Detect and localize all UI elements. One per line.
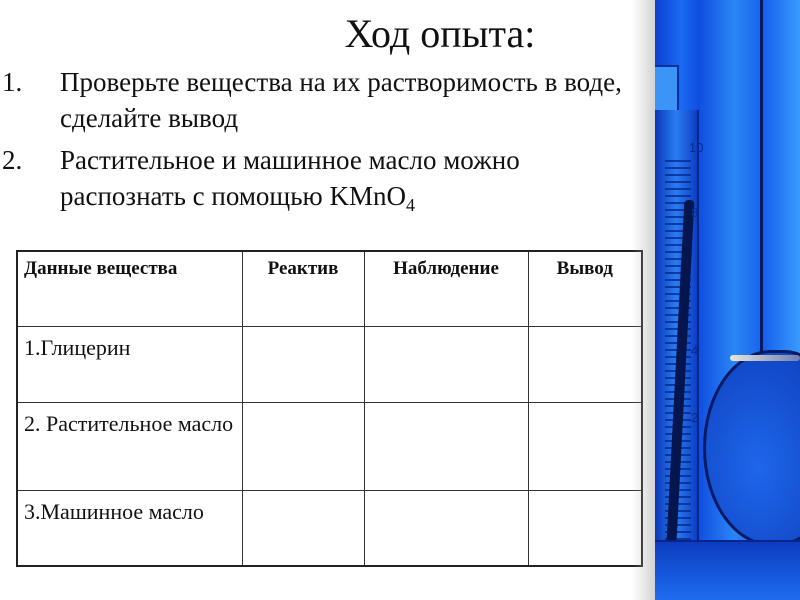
table-row <box>17 491 642 567</box>
header-substance: Данные вещества <box>17 251 242 327</box>
experiment-table <box>16 250 643 567</box>
flask-neck <box>760 0 783 360</box>
cell-reagent[interactable] <box>242 327 364 403</box>
step-text: Проверьте вещества на их растворимость в воде, сделайте вывод <box>60 67 622 133</box>
scale-number: 10 <box>689 140 704 155</box>
cell-conclusion[interactable] <box>528 327 642 403</box>
cell-observation[interactable] <box>364 491 528 567</box>
reflection <box>655 540 800 600</box>
table-header-row <box>17 251 642 327</box>
step-item <box>0 64 650 136</box>
cell-substance: 3.Машинное масло <box>17 491 242 567</box>
cell-reagent[interactable] <box>242 403 364 491</box>
cell-conclusion[interactable] <box>528 403 642 491</box>
subscript: 4 <box>405 195 415 215</box>
scale-number: 8 <box>691 205 699 220</box>
scale-number: 2 <box>691 410 699 425</box>
cell-substance: 1.Глицерин <box>17 327 242 403</box>
header-observation: Наблюдение <box>364 251 528 327</box>
step-number: 1. <box>2 67 23 97</box>
cell-reagent[interactable] <box>242 491 364 567</box>
step-item <box>0 142 650 223</box>
cell-observation[interactable] <box>364 327 528 403</box>
step-number: 2. <box>2 145 23 175</box>
table-row <box>17 403 642 491</box>
cell-observation[interactable] <box>364 403 528 491</box>
cell-conclusion[interactable] <box>528 491 642 567</box>
header-reagent: Реактив <box>242 251 364 327</box>
table-row <box>17 327 642 403</box>
cell-substance: 2. Растительное масло <box>17 403 242 491</box>
image-shadow <box>632 0 656 600</box>
lab-glassware-image <box>655 0 800 600</box>
header-conclusion: Вывод <box>528 251 642 327</box>
scale-number: 4 <box>691 343 699 358</box>
flask-rim <box>730 355 800 361</box>
step-text: Растительное и машинное масло можно распознать с помощью KMnO <box>60 145 520 211</box>
flask <box>703 350 800 546</box>
slide-title: Ход опыта: <box>344 11 536 56</box>
steps-list <box>0 64 650 229</box>
